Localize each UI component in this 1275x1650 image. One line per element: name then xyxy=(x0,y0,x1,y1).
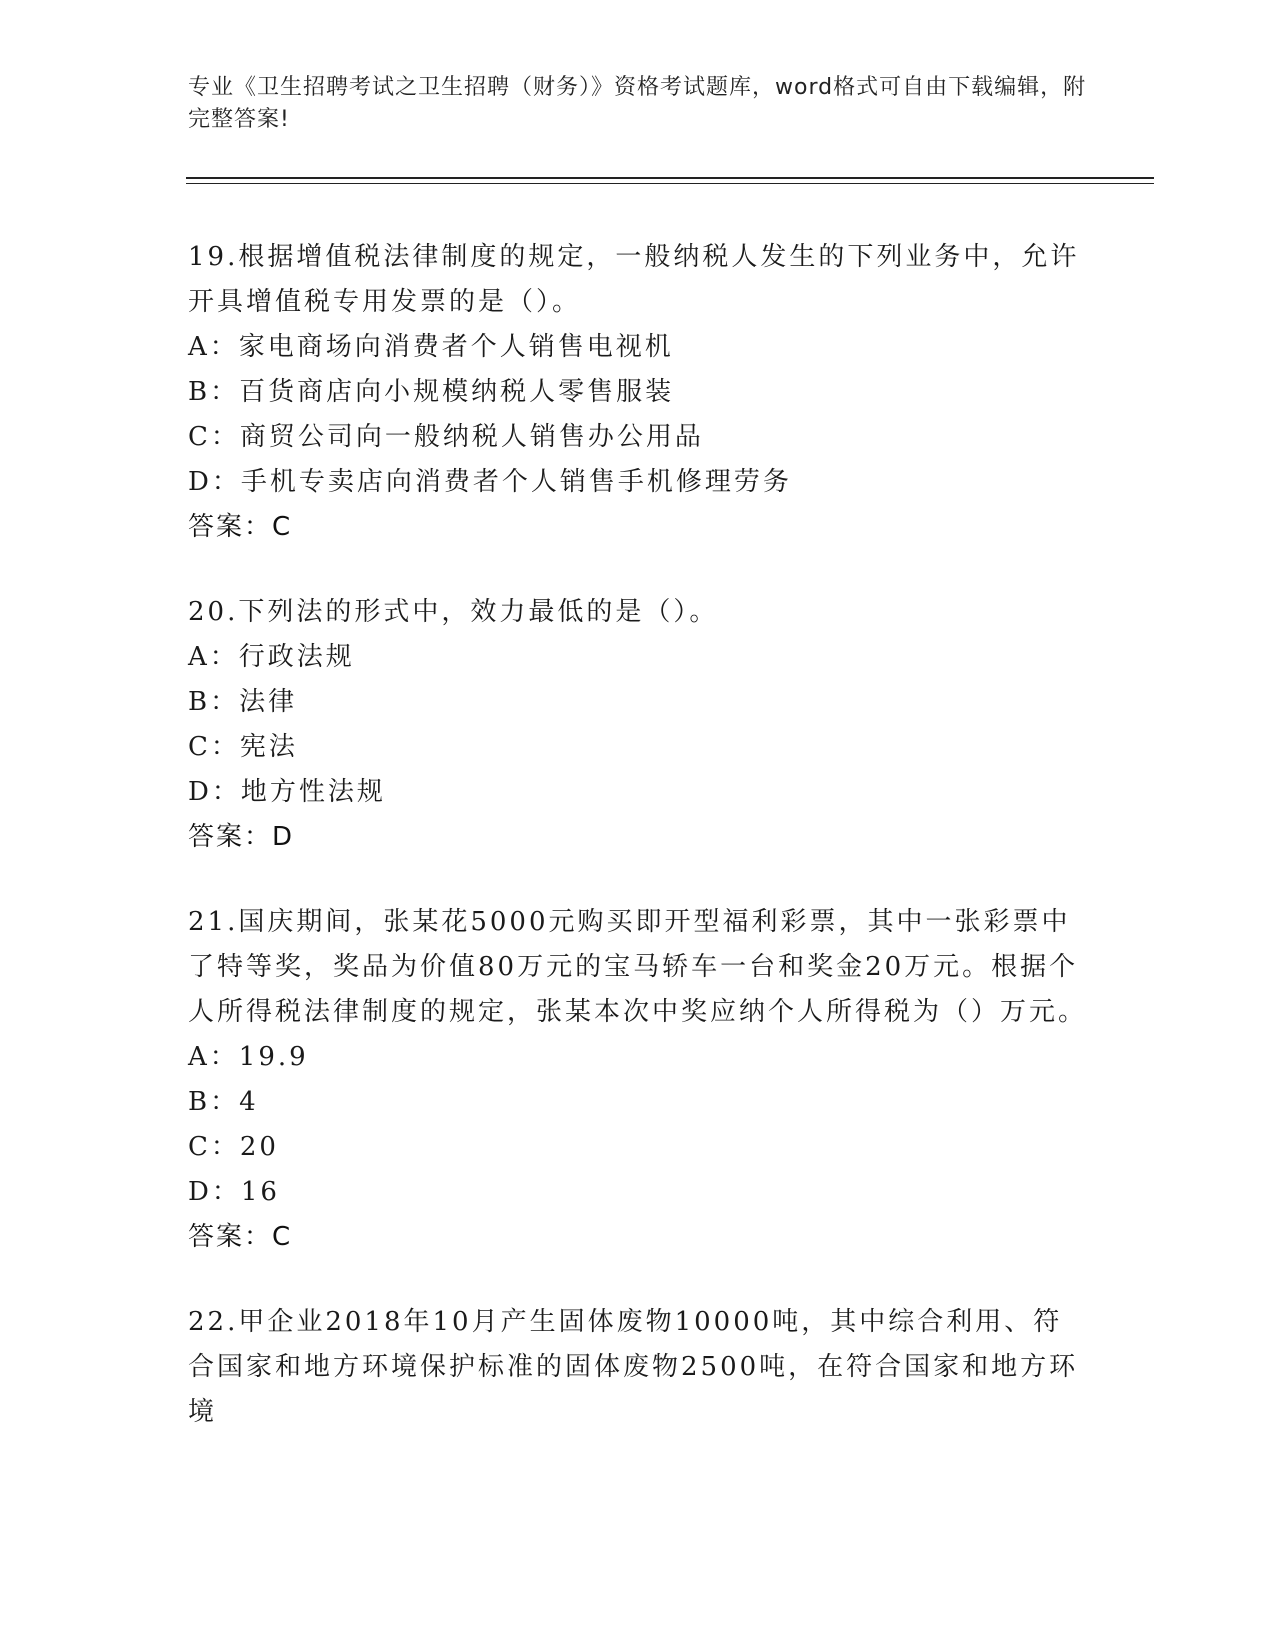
question-text: 20.下列法的形式中，效力最低的是（）。 xyxy=(188,597,719,627)
option-b: B：4 xyxy=(188,1087,259,1117)
question-text: 21.国庆期间，张某花5000元购买即开型福利彩票，其中一张彩票中了特等奖，奖品为价值80万元的宝马轿车一台和奖金20万元。根据个人所得税法律制度的规定，张某本次中奖应纳个人所得税为（）万元。 xyxy=(188,907,1088,1027)
option-c: C：商贸公司向一般纳税人销售办公用品 xyxy=(188,422,704,452)
answer-line: 答案：D xyxy=(188,822,295,852)
option-b: B：百货商店向小规模纳税人零售服装 xyxy=(188,377,675,407)
question-list xyxy=(188,235,1088,1475)
option-a: A：19.9 xyxy=(188,1042,309,1072)
option-a: A：行政法规 xyxy=(188,642,355,672)
option-d: D：地方性法规 xyxy=(188,777,386,807)
question-text: 19.根据增值税法律制度的规定，一般纳税人发生的下列业务中，允许开具增值税专用发票的是（）。 xyxy=(188,242,1080,317)
document-header: 专业《卫生招聘考试之卫生招聘（财务）》资格考试题库，word格式可自由下载编辑，附完整答案! xyxy=(188,75,1087,132)
header-divider-thick xyxy=(186,177,1154,179)
question-21 xyxy=(188,900,1088,1260)
question-20 xyxy=(188,590,1088,860)
option-b: B：法律 xyxy=(188,687,298,717)
answer-line: 答案：C xyxy=(188,512,293,542)
question-19 xyxy=(188,235,1088,550)
header-divider-thin xyxy=(186,183,1154,184)
option-d: D：16 xyxy=(188,1177,280,1207)
option-a: A：家电商场向消费者个人销售电视机 xyxy=(188,332,674,362)
option-d: D：手机专卖店向消费者个人销售手机修理劳务 xyxy=(188,467,792,497)
question-text: 22.甲企业2018年10月产生固体废物10000吨，其中综合利用、符合国家和地方环境保护标准的固体废物2500吨，在符合国家和地方环境 xyxy=(188,1307,1079,1427)
option-c: C：宪法 xyxy=(188,732,298,762)
question-22 xyxy=(188,1300,1088,1435)
option-c: C：20 xyxy=(188,1132,279,1162)
answer-line: 答案：C xyxy=(188,1222,293,1252)
